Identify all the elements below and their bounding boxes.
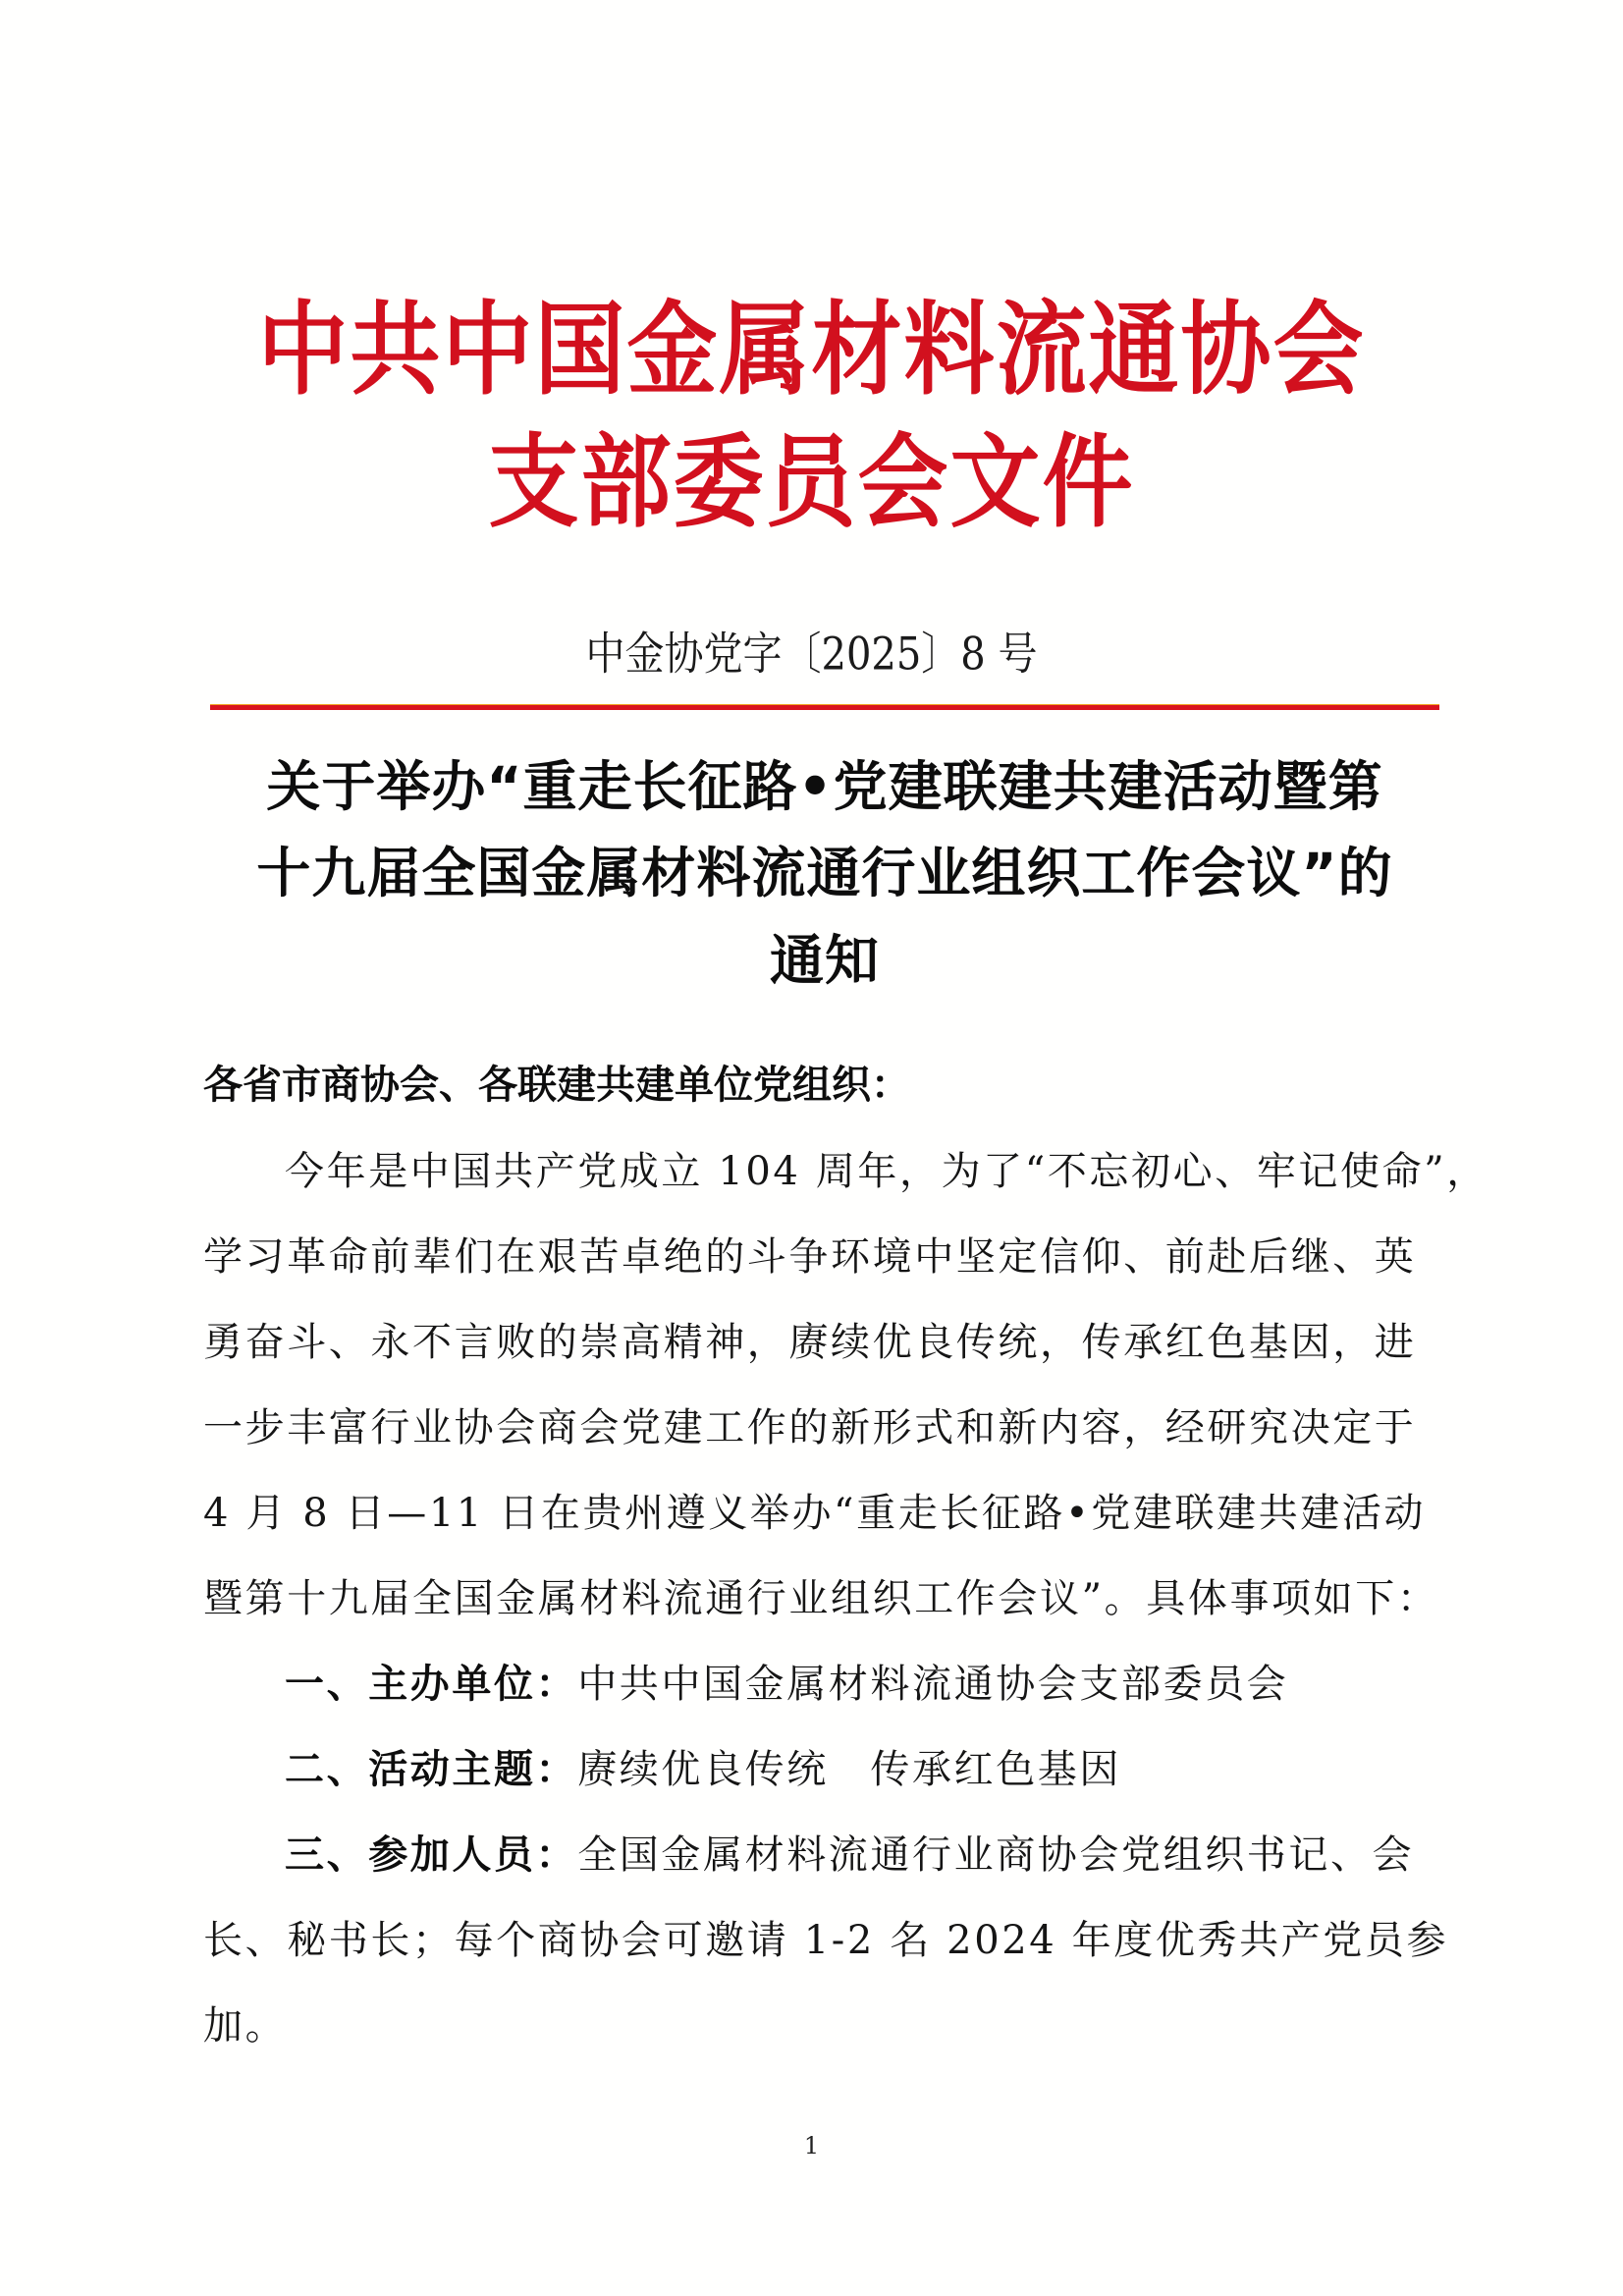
body-line: 4 月 8 日—11 日在贵州遵义举办“重走长征路•党建联建共建活动 bbox=[203, 1491, 1427, 1536]
body-line: 勇奋斗、永不言败的崇高精神，赓续优良传统，传承红色基因，进 bbox=[203, 1320, 1417, 1365]
notice-title-line1: 关于举办“重走长征路•党建联建共建活动暨第 bbox=[266, 755, 1383, 818]
item-participants-continuation: 长、秘书长；每个商协会可邀请 1-2 名 2024 年度优秀共产党员参 bbox=[203, 1918, 1449, 1963]
item-participants bbox=[285, 1831, 1453, 1880]
body-line: 学习革命前辈们在艰苦卓绝的斗争环境中坚定信仰、前赴后继、英 bbox=[203, 1234, 1417, 1280]
item-organizer-text: 中共中国金属材料流通协会支部委员会 bbox=[577, 1662, 1289, 1707]
item-participants-text: 全国金属材料流通行业商协会党组织书记、会 bbox=[577, 1832, 1415, 1878]
item-theme bbox=[285, 1745, 1453, 1794]
body-line: 今年是中国共产党成立 104 周年，为了“不忘初心、牢记使命”， bbox=[285, 1149, 1488, 1194]
item-organizer-label: 一、主办单位： bbox=[285, 1662, 578, 1707]
item-organizer bbox=[285, 1660, 1453, 1709]
body-line: 暨第十九届全国金属材料流通行业组织工作会议”。具体事项如下： bbox=[203, 1576, 1439, 1621]
notice-title-line2: 十九届全国金属材料流通行业组织工作会议”的 bbox=[256, 842, 1393, 904]
issuer-title-line1: 中共中国金属材料流通协会 bbox=[257, 291, 1366, 409]
page-number: 1 bbox=[803, 2132, 820, 2159]
red-separator-line bbox=[210, 704, 1439, 710]
item-theme-text: 赓续优良传统 传承红色基因 bbox=[577, 1747, 1122, 1792]
item-participants-continuation: 加。 bbox=[203, 2003, 288, 2049]
body-line: 一步丰富行业协会商会党建工作的新形式和新内容，经研究决定于 bbox=[203, 1405, 1417, 1450]
item-theme-label: 二、活动主题： bbox=[285, 1747, 578, 1792]
document-number: 中金协党字〔2025〕8 号 bbox=[585, 629, 1038, 682]
issuer-title-line2: 支部委员会文件 bbox=[488, 423, 1135, 541]
item-participants-label: 三、参加人员： bbox=[285, 1832, 578, 1878]
notice-title-line3: 通知 bbox=[769, 929, 880, 992]
salutation: 各省市商协会、各联建共建单位党组织： bbox=[203, 1063, 910, 1108]
